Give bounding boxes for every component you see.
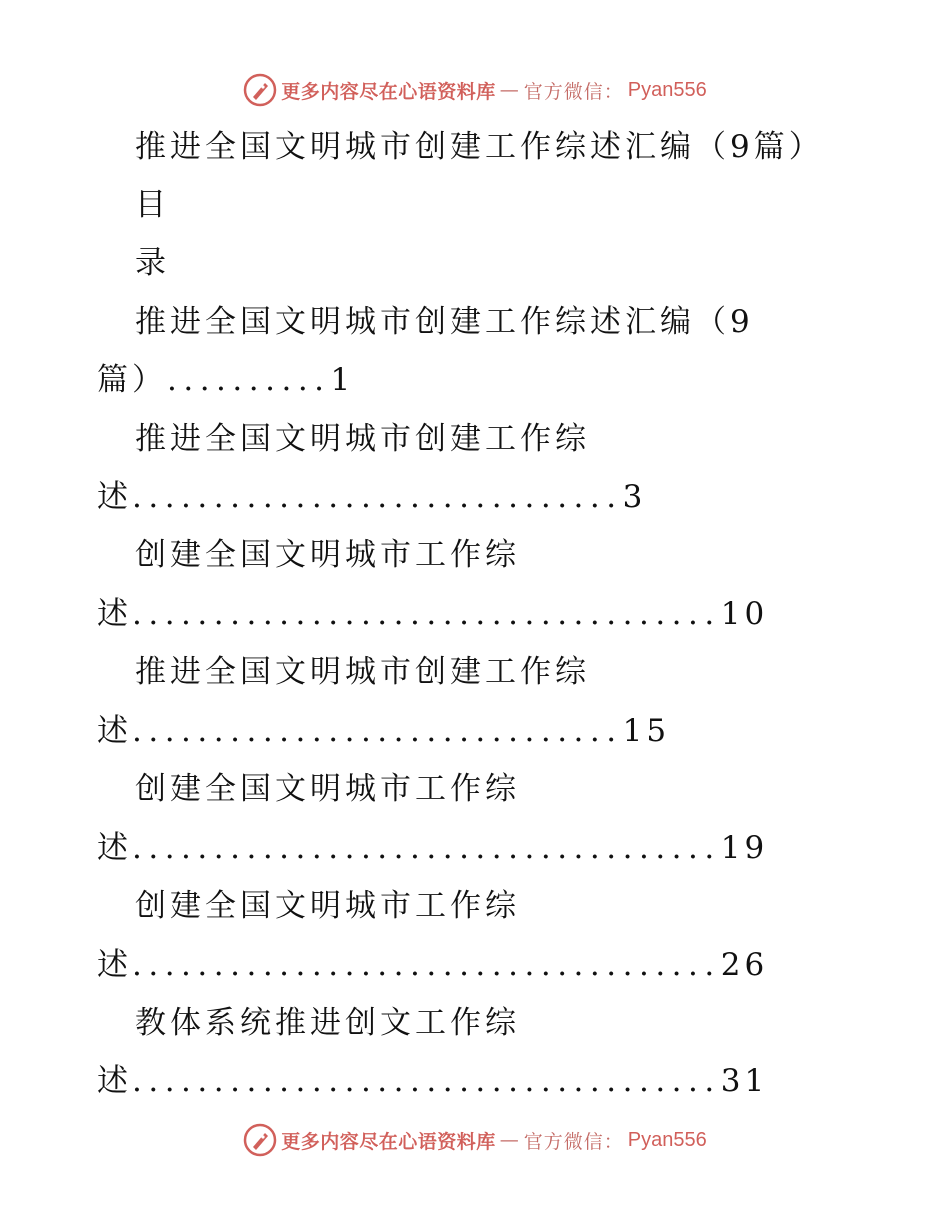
watermark-group (243, 1123, 707, 1157)
toc-entry-4-leader (97, 711, 670, 751)
toc-dot-leader: .............................. (132, 713, 623, 749)
toc-dot-leader: .................................... (132, 947, 721, 983)
watermark-official: 官方微信： (523, 80, 624, 103)
toc-dot-leader: .......... (167, 362, 331, 398)
header-watermark (0, 70, 950, 110)
watermark-group (243, 73, 707, 107)
toc-entry-prefix: 述 (97, 947, 132, 983)
toc-entry-1-title: 推进全国文明城市创建工作综述汇编（9 (135, 304, 754, 340)
toc-dot-leader: .............................. (132, 479, 623, 515)
toc-entry-3-title: 创建全国文明城市工作综 (135, 537, 520, 573)
toc-page-number: 3 (622, 479, 647, 515)
toc-heading-mu: 目 (135, 187, 170, 223)
toc-heading-lu: 录 (135, 245, 170, 281)
toc-entry-prefix: 篇） (97, 362, 167, 398)
toc-entry-prefix: 述 (97, 596, 132, 632)
toc-dot-leader: .................................... (132, 596, 721, 632)
toc-entry-prefix: 述 (97, 830, 132, 866)
toc-page-number: 26 (720, 947, 769, 983)
document-title: 推进全国文明城市创建工作综述汇编（9篇） (135, 129, 824, 165)
toc-entry-5-leader (97, 828, 768, 868)
watermark-text: 更多内容尽在心语资料库 (281, 1130, 496, 1153)
watermark-account: Pyan556 (627, 78, 707, 101)
toc-entry-3-leader (97, 594, 768, 634)
pen-nib-logo-icon (243, 73, 277, 107)
toc-entry-2-leader (97, 477, 646, 517)
toc-entry-6-title: 创建全国文明城市工作综 (135, 888, 520, 924)
toc-page-number: 31 (720, 1063, 769, 1099)
toc-entry-4-title: 推进全国文明城市创建工作综 (135, 654, 590, 690)
toc-entry-1-leader (97, 360, 354, 400)
footer-watermark (0, 1120, 950, 1160)
pen-nib-logo-icon (243, 1123, 277, 1157)
toc-page-number: 19 (720, 830, 769, 866)
watermark-account: Pyan556 (627, 1128, 707, 1151)
toc-entry-prefix: 述 (97, 479, 132, 515)
watermark-separator: — (499, 79, 520, 101)
watermark-official: 官方微信： (523, 1130, 624, 1153)
toc-entry-prefix: 述 (97, 1063, 132, 1099)
toc-page-number: 15 (622, 713, 671, 749)
toc-entry-6-leader (97, 945, 768, 985)
toc-page-number: 10 (720, 596, 769, 632)
toc-dot-leader: .................................... (132, 830, 721, 866)
toc-entry-prefix: 述 (97, 713, 132, 749)
toc-entry-7-title: 教体系统推进创文工作综 (135, 1005, 520, 1041)
watermark-text: 更多内容尽在心语资料库 (281, 80, 496, 103)
toc-dot-leader: .................................... (132, 1063, 721, 1099)
toc-page-number: 1 (330, 362, 355, 398)
toc-entry-2-title: 推进全国文明城市创建工作综 (135, 421, 590, 457)
watermark-separator: — (499, 1129, 520, 1151)
toc-entry-7-leader (97, 1061, 768, 1101)
toc-entry-5-title: 创建全国文明城市工作综 (135, 771, 520, 807)
